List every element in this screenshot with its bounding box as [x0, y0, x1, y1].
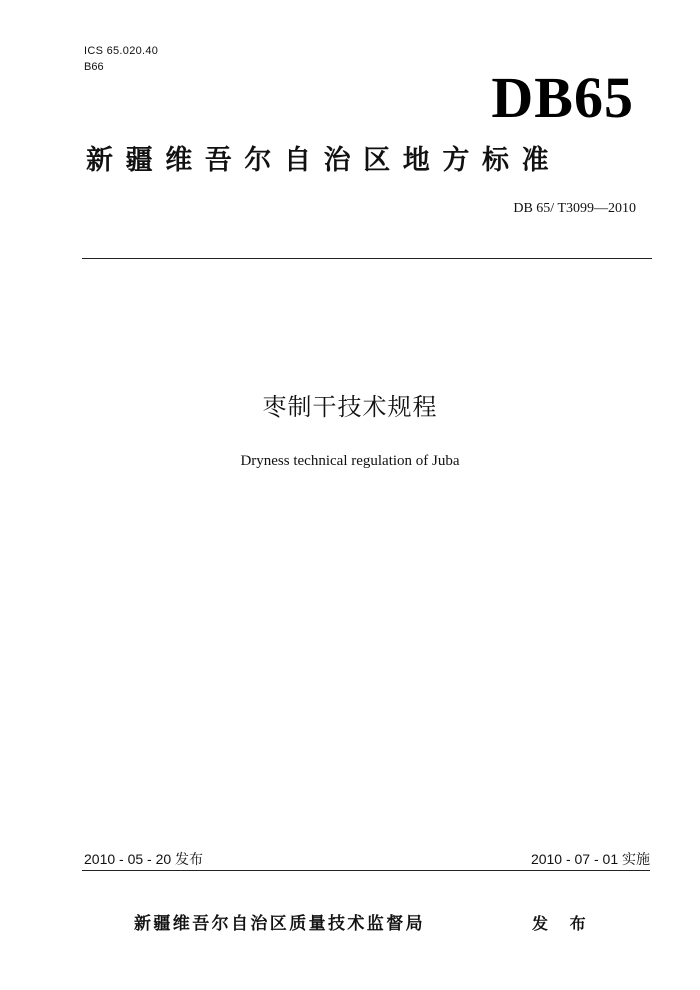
- header-divider: [82, 258, 652, 259]
- db65-logo: DB65: [491, 65, 634, 130]
- publish-label: 发 布: [532, 914, 594, 933]
- classification-code: B66: [84, 61, 104, 73]
- document-title-english: Dryness technical regulation of Juba: [240, 453, 460, 469]
- footer-divider: [82, 870, 650, 871]
- document-title-chinese: 枣制干技术规程: [262, 393, 438, 421]
- standard-type-heading: 新疆维吾尔自治区地方标准: [86, 145, 562, 176]
- standard-number: DB 65/ T3099—2010: [513, 201, 636, 216]
- implementation-date: 2010 - 07 - 01 实施: [530, 851, 650, 867]
- ics-code: ICS 65.020.40: [84, 45, 159, 57]
- issue-date: 2010 - 05 - 20 发布: [84, 851, 204, 867]
- issuing-authority: 新疆维吾尔自治区质量技术监督局: [134, 914, 425, 934]
